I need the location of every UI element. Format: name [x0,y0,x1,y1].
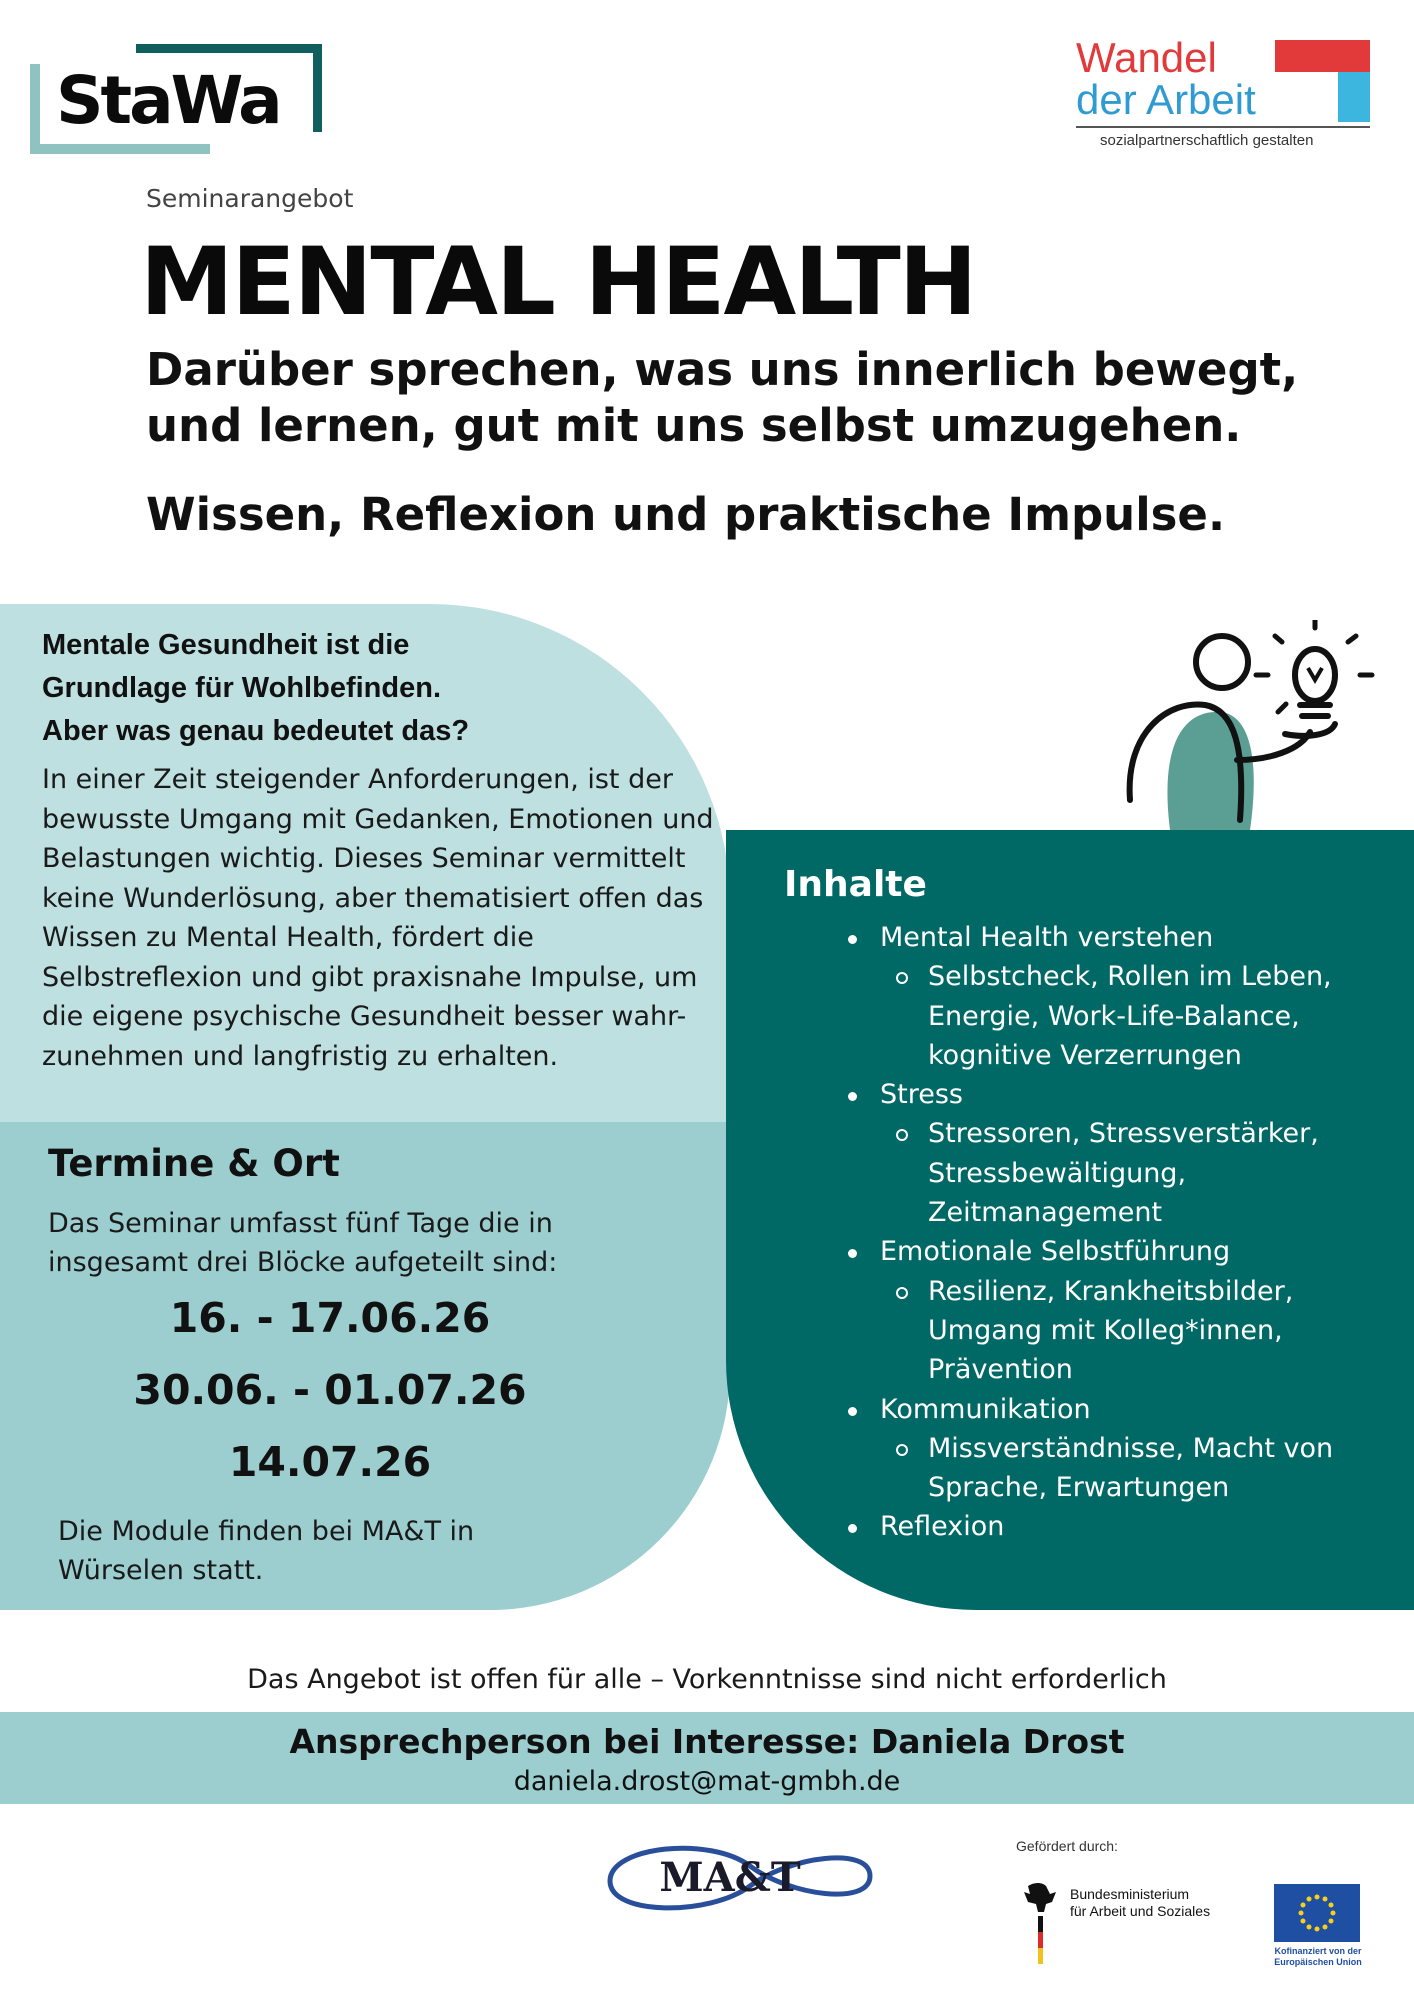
list-subitem: Resilienz, Krankheitsbilder, Umgang mit Kolleg*innen, Prävention [848,1272,1408,1390]
bmas-logo-text [1070,1886,1210,1920]
wandel-der-arbeit-logo [1070,34,1370,158]
wandel-logo-tagline: sozialpartnerschaftlich gestalten [1100,132,1314,149]
subtitle-line-2: und lernen, gut mit uns selbst umzugehen. [146,399,1242,452]
offer-note: Das Angebot ist offen für alle – Vorkenntnisse sind nicht erforderlich [247,1664,1167,1695]
eu-logo-text [1270,1946,1366,1968]
list-subitem: Missverständnisse, Macht von Sprache, Erwartungen [848,1429,1408,1508]
eu-line-1: Kofinanziert von der [1274,1946,1362,1956]
location-text: Die Module finden bei MA&T in Würselen statt. [58,1516,475,1586]
page-title: MENTAL HEALTH [140,228,976,337]
contact-person: Ansprechperson bei Interesse: Daniela Drost [289,1722,1125,1761]
funded-by-label: Gefördert durch: [1016,1838,1118,1854]
wandel-logo-line1: Wandel [1076,34,1217,81]
contents-list [848,918,1408,1547]
stawa-logo-text: StaWa [56,62,280,139]
intro-heading [42,624,602,753]
date-block-1: 16. - 17.06.26 [169,1294,491,1342]
intro-heading-line-3: Aber was genau bedeutet das? [42,715,470,747]
bmas-line-2: für Arbeit und Soziales [1070,1903,1211,1919]
intro-heading-line-2: Grundlage für Wohlbefinden. [42,672,442,704]
schedule-heading: Termine & Ort [48,1142,340,1185]
eu-flag-icon [1274,1884,1360,1942]
list-item: Reflexion [848,1507,1408,1546]
person-lightbulb-icon [1110,620,1390,830]
mat-logo [570,1826,890,1936]
bmas-line-1: Bundesministerium [1070,1886,1190,1902]
date-block-2: 30.06. - 01.07.26 [133,1366,527,1414]
schedule-intro: Das Seminar umfasst fünf Tage die in insgesamt drei Blöcke aufgeteilt sind: [48,1208,558,1278]
subtitle-line-1: Darüber sprechen, was uns innerlich bewegt, [146,343,1299,396]
stawa-logo [30,44,300,154]
subtitle [146,342,1346,454]
list-subitem: Stressoren, Stressverstärker, Stressbewältigung, Zeitmanagement [848,1114,1408,1232]
wandel-logo-line2: der Arbeit [1076,76,1256,123]
list-item: Stress [848,1075,1408,1114]
bmas-logo [1016,1880,1226,1980]
eu-line-2: Europäischen Union [1274,1957,1362,1967]
list-item: Emotionale Selbstführung [848,1232,1408,1271]
tagline: Wissen, Reflexion und praktische Impulse. [146,488,1226,541]
list-subitem: Selbstcheck, Rollen im Leben, Energie, Work-Life-Balance, kognitive Verzerrungen [848,957,1408,1075]
intro-heading-line-1: Mentale Gesundheit ist die [42,629,410,661]
list-item: Mental Health verstehen [848,918,1408,957]
eu-logo [1270,1884,1370,1994]
contact-email-link[interactable]: daniela.drost@mat-gmbh.de [513,1766,901,1797]
contents-heading: Inhalte [784,864,927,905]
list-item: Kommunikation [848,1390,1408,1429]
date-block-3: 14.07.26 [228,1438,432,1486]
mat-logo-text: MA&T [659,1854,801,1901]
kicker: Seminarangebot [146,184,354,213]
intro-body: In einer Zeit steigender Anforderungen, ist der bewusste Umgang mit Gedanken, Emotionen und Belastungen wichtig. Dieses Seminar vermittelt keine Wunderlösung, aber thematisiert offen das Wissen zu Mental Health, fördert die Selbstreflexion und gibt praxisnahe Impulse, um die eigene psychische Gesundheit besser wahr-zunehmen und langfristig zu erhalten. [42,764,714,1072]
